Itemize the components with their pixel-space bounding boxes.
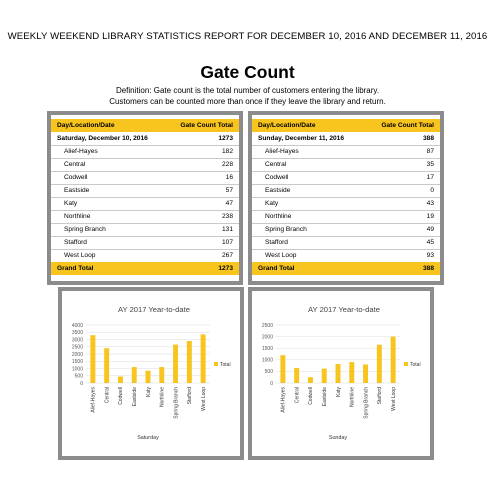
date-row-label: Sunday, December 11, 2016 <box>258 135 345 142</box>
bar <box>159 367 164 383</box>
bar <box>187 341 192 383</box>
grand-total-row-value: 388 <box>422 265 434 272</box>
definition-line-1: Definition: Gate count is the total number of customers entering the library. <box>115 86 380 95</box>
saturday-chart-frame <box>58 287 244 460</box>
report-title: WEEKLY WEEKEND LIBRARY STATISTICS REPORT FOR DECEMBER 10, 2016 AND DECEMBER 11, 2016 <box>7 31 488 42</box>
table-row <box>51 171 239 185</box>
bar <box>201 334 206 383</box>
table-row-value: 57 <box>225 187 233 194</box>
table-row <box>51 145 239 159</box>
date-row-value: 388 <box>422 135 434 142</box>
table-row-value: 93 <box>426 252 434 259</box>
table-row-value: 228 <box>221 161 233 168</box>
table-row-value: 107 <box>221 239 233 246</box>
table-row-value: 267 <box>221 252 233 259</box>
x-axis-label: Saturday <box>137 435 159 441</box>
y-tick-label: 2500 <box>71 344 83 351</box>
table-row-label: Katy <box>64 200 78 207</box>
chart-title: AY 2017 Year-to-date <box>118 305 190 314</box>
grand-total-row-label: Grand Total <box>258 265 295 272</box>
table-row-label: Codwell <box>64 174 88 181</box>
table-row-value: 87 <box>426 148 434 155</box>
table-row-value: 35 <box>426 161 434 168</box>
x-tick-label: Central <box>294 387 301 404</box>
x-tick-label: Eastside <box>132 387 139 407</box>
chart-title: AY 2017 Year-to-date <box>308 305 380 314</box>
y-tick-label: 1500 <box>261 346 273 352</box>
y-tick-label: 4000 <box>71 322 83 329</box>
table-row-label: Northline <box>265 213 292 220</box>
bar <box>173 345 178 383</box>
bar <box>132 367 137 383</box>
date-row-value: 1273 <box>218 135 233 142</box>
x-tick-label: Central <box>104 387 111 404</box>
table-row <box>252 184 440 198</box>
bar <box>391 337 396 383</box>
table-row <box>252 236 440 250</box>
bar <box>104 348 109 383</box>
table-row-label: Central <box>265 161 287 168</box>
table-header-row-value: Gate Count Total <box>381 122 434 129</box>
table-row-value: 19 <box>426 213 434 220</box>
y-tick-label: 0 <box>270 380 273 387</box>
x-tick-label: Spring Branch <box>173 387 180 419</box>
grand-total-row-value: 1273 <box>218 265 233 272</box>
x-tick-label: Alief-Hayes <box>280 387 287 413</box>
bar <box>363 364 368 383</box>
x-tick-label: Stafford <box>377 387 384 405</box>
y-tick-label: 1500 <box>71 359 83 366</box>
table-row-value: 16 <box>225 174 233 181</box>
x-tick-label: Codwell <box>308 387 315 405</box>
table-header-row-value: Gate Count Total <box>180 122 233 129</box>
bar <box>294 368 299 383</box>
sunday-chart-frame <box>248 287 434 460</box>
x-tick-label: Northline <box>159 387 166 408</box>
table-row-label: West Loop <box>64 252 96 259</box>
legend-label: Total <box>220 362 231 368</box>
table-row <box>51 249 239 263</box>
saturday-chart <box>62 291 240 456</box>
x-tick-label: West Loop <box>390 387 397 411</box>
x-axis-label: Sunday <box>328 435 348 441</box>
definition-line-2: Customers can be counted more than once if they leave the library and return. <box>109 97 386 106</box>
table-row-label: Stafford <box>265 239 288 246</box>
bar <box>377 345 382 383</box>
legend-swatch <box>404 362 408 366</box>
table-row-label: Alief-Hayes <box>265 148 299 155</box>
bar <box>308 377 313 383</box>
table-row-value: 17 <box>426 174 434 181</box>
bar <box>349 362 354 383</box>
y-tick-label: 1000 <box>71 366 83 373</box>
table-row-label: Codwell <box>265 174 289 181</box>
grand-total-row <box>51 262 239 275</box>
table-row-label: Spring Branch <box>265 226 307 233</box>
table-row-value: 43 <box>426 200 434 207</box>
bar <box>280 355 285 383</box>
definition-text <box>0 85 495 107</box>
x-tick-label: Stafford <box>187 387 194 405</box>
bar <box>322 369 327 383</box>
sunday-table-frame <box>248 111 444 285</box>
y-tick-label: 3000 <box>71 337 83 344</box>
table-row <box>51 236 239 250</box>
table-row-value: 182 <box>221 148 233 155</box>
y-tick-label: 500 <box>264 369 273 376</box>
date-row <box>51 132 239 146</box>
y-tick-label: 1000 <box>261 357 273 364</box>
table-row-label: Stafford <box>64 239 87 246</box>
table-row <box>252 197 440 211</box>
table-row <box>51 223 239 237</box>
x-tick-label: Katy <box>145 387 152 398</box>
table-row <box>51 158 239 172</box>
saturday-table <box>51 115 239 281</box>
table-row <box>252 210 440 224</box>
table-row-label: Eastside <box>64 187 90 194</box>
table-row-label: Katy <box>265 200 279 207</box>
table-header-row <box>51 119 239 132</box>
legend-label: Total <box>410 362 421 368</box>
table-row <box>51 197 239 211</box>
grand-total-row-label: Grand Total <box>57 265 94 272</box>
y-tick-label: 2000 <box>71 351 83 358</box>
table-row-label: Spring Branch <box>64 226 106 233</box>
table-row-label: Alief-Hayes <box>64 148 98 155</box>
table-header-row-label: Day/Location/Date <box>57 122 115 129</box>
table-row-value: 45 <box>426 239 434 246</box>
table-row-value: 0 <box>430 187 434 194</box>
legend-swatch <box>214 362 218 366</box>
table-row <box>51 184 239 198</box>
y-tick-label: 500 <box>74 373 83 380</box>
x-tick-label: Katy <box>335 387 342 398</box>
table-row <box>252 171 440 185</box>
table-row-label: Central <box>64 161 86 168</box>
x-tick-label: Codwell <box>118 387 125 405</box>
x-tick-label: Eastside <box>322 387 329 407</box>
x-tick-label: Alief-Hayes <box>90 387 97 413</box>
y-tick-label: 0 <box>80 380 83 387</box>
table-header-row-label: Day/Location/Date <box>258 122 316 129</box>
bar <box>336 364 341 383</box>
table-row <box>252 223 440 237</box>
grand-total-row <box>252 262 440 275</box>
table-row-label: Eastside <box>265 187 291 194</box>
table-row-value: 47 <box>225 200 233 207</box>
bar <box>90 335 95 383</box>
table-row <box>51 210 239 224</box>
y-tick-label: 3500 <box>71 330 83 337</box>
sunday-bar-chart <box>252 291 430 456</box>
table-row-label: West Loop <box>265 252 297 259</box>
date-row-label: Saturday, December 10, 2016 <box>57 135 148 142</box>
sunday-table <box>252 115 440 281</box>
date-row <box>252 132 440 146</box>
table-row-value: 131 <box>221 226 233 233</box>
table-header-row <box>252 119 440 132</box>
table-row-value: 238 <box>221 213 233 220</box>
bar <box>146 371 151 383</box>
y-tick-label: 2500 <box>261 322 273 329</box>
page-title: Gate Count <box>200 62 295 82</box>
saturday-table-frame <box>47 111 243 285</box>
table-row <box>252 158 440 172</box>
table-row <box>252 145 440 159</box>
saturday-bar-chart <box>62 291 240 456</box>
bar <box>118 376 123 383</box>
table-row-label: Northline <box>64 213 91 220</box>
x-tick-label: Spring Branch <box>363 387 370 419</box>
table-row <box>252 249 440 263</box>
x-tick-label: West Loop <box>200 387 207 411</box>
x-tick-label: Northline <box>349 387 356 408</box>
sunday-chart <box>252 291 430 456</box>
y-tick-label: 2000 <box>261 334 273 341</box>
table-row-value: 49 <box>426 226 434 233</box>
